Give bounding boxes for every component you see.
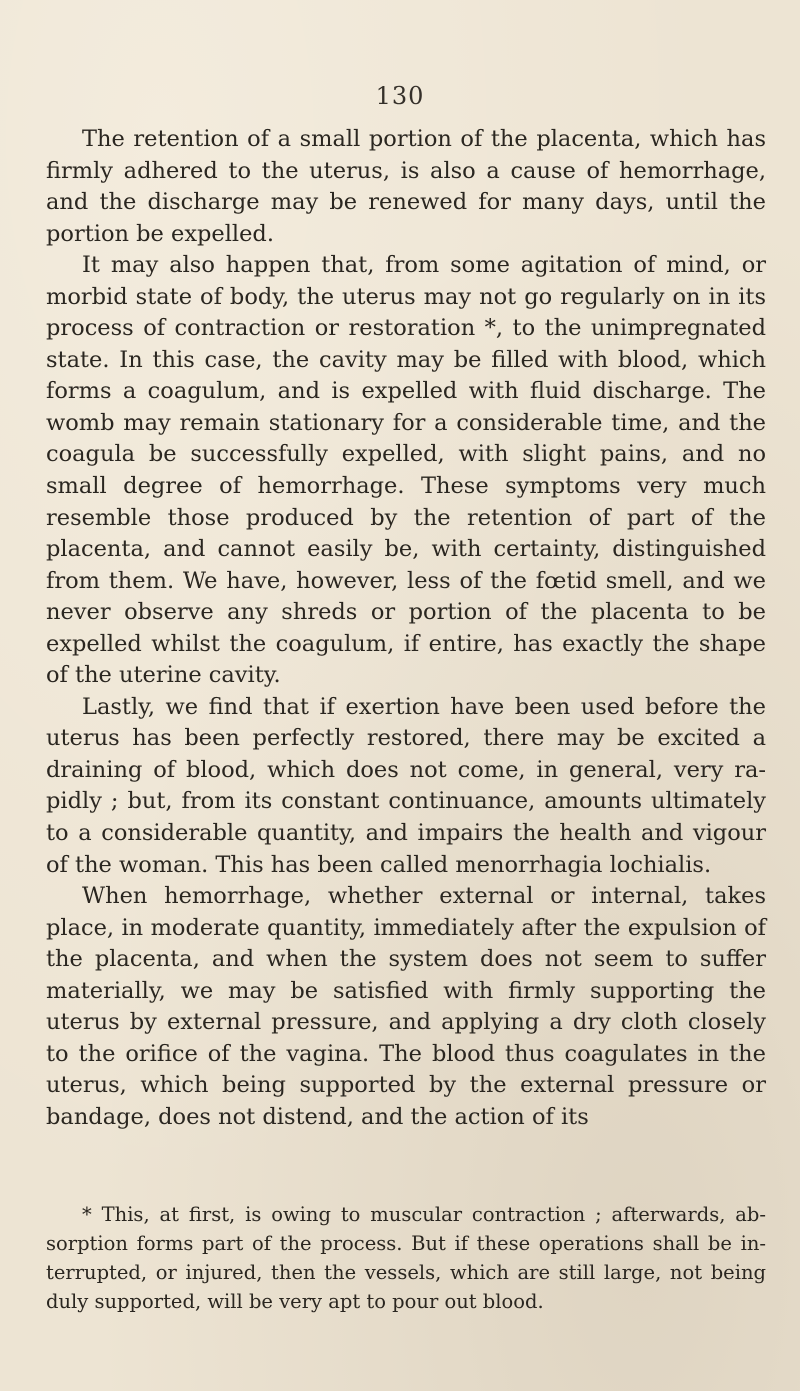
page-number: 130 — [375, 82, 425, 110]
footnote-text: * This, at first, is owing to muscular contraction ; afterwards, absorption forms part of the process. But if these operations shall be interrupted, or injured, then the vessels, which are still large, not being duly supported, will be very apt to pour out blood. — [46, 1203, 766, 1313]
paragraph-placenta-retention: The retention of a small portion of the placenta, which has firmly adhered to the uterus, is also a cause of hemorrhage, and the discharge may be renewed for many days, until the portion be expelled. — [46, 126, 766, 247]
paragraph-menorrhagia: Lastly, we find that if exertion have been used before the uterus has been perfectly restored, there may be excited a draining of blood, which does not come, in general, very rapidly ; but, from its constant continuance, amounts ultimately to a considerable quantity, and impairs the health and vigour of the woman. This has been called menorrhagia lochialis. — [46, 693, 766, 878]
paragraph-coagulum: It may also happen that, from some agitation of mind, or morbid state of body, the uterus may not go regularly on in its process of contraction or restoration *, to the unimpregnated state. In this case, the cavity may be filled with blood, which forms a coagulum, and is expelled with fluid discharge. The womb may remain stationary for a considerable time, and the coagula be successfully expelled, with slight pains, and no small degree of hemorrhage. These symptoms very much resemble those produced by the retention of part of the placenta, and cannot easily be, with certainty, distinguished from them. We have, however, less of the fœtid smell, and we never observe any shreds or portion of the placenta to be expelled whilst the coagulum, if entire, has exactly the shape of the uterine cavity. — [46, 252, 766, 689]
main-text — [46, 124, 766, 1134]
footnote — [46, 1200, 766, 1316]
paragraph-treatment: When hemorrhage, whether external or internal, takes place, in moderate quantity, immediately after the expulsion of the placenta, and when the system does not seem to suffer materially, we may be satisfied with firmly supporting the uterus by external pressure, and applying a dry cloth closely to the orifice of the vagina. The blood thus coagulates in the uterus, which being supported by the external pressure or bandage, does not distend, and the action of its — [46, 883, 766, 1130]
